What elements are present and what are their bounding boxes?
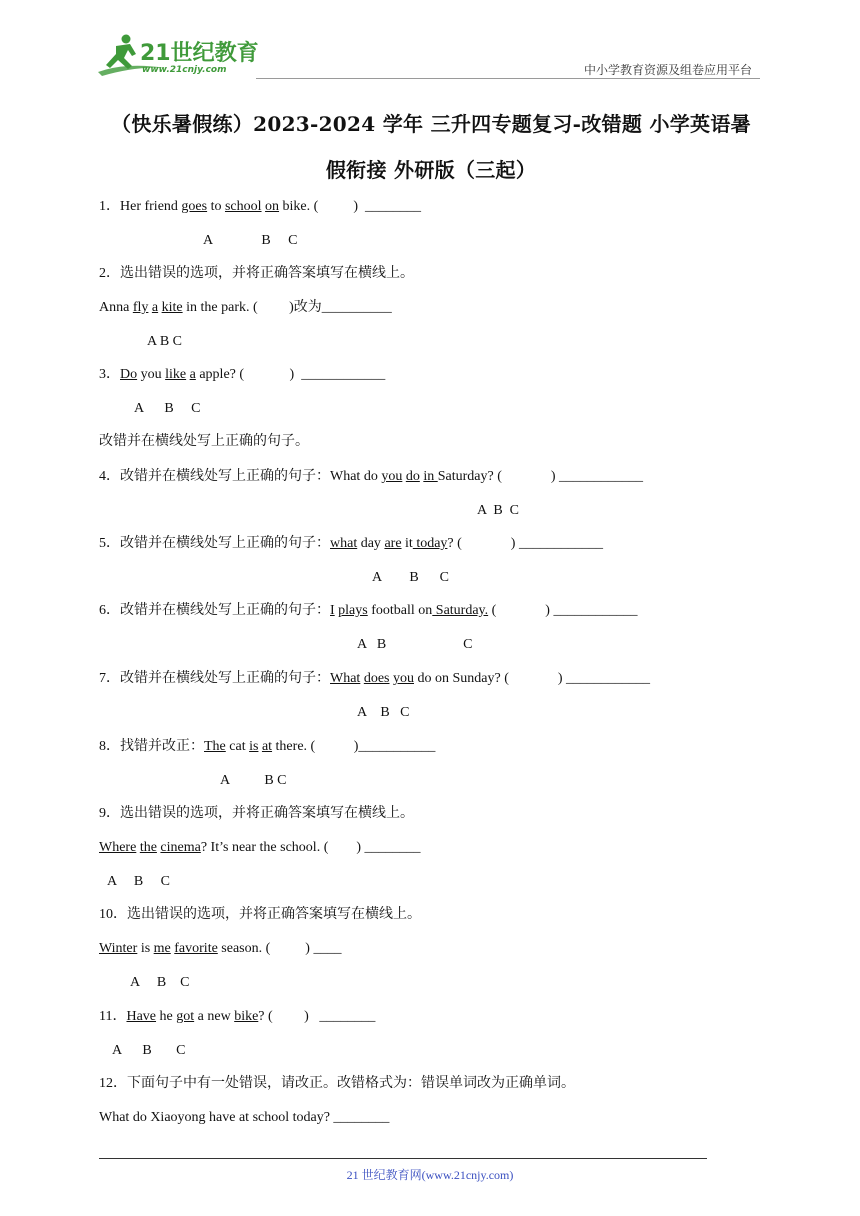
question-text: bike. ( ) ________ (279, 199, 421, 214)
question-text: 改错并在横线处写上正确的句子。 (99, 434, 309, 449)
option-labels-q1: A B C (203, 233, 298, 248)
underlined-word: you (381, 469, 403, 484)
footer-divider (99, 1158, 707, 1159)
question-line-q12-instr (99, 1075, 575, 1093)
question-text: ( ) ____________ (488, 603, 638, 618)
question-text: do on Sunday? ( ) ____________ (414, 671, 651, 686)
question-text: 4．改错并在横线处写上正确的句子：What do (99, 469, 382, 484)
underlined-word: Saturday. (432, 603, 489, 618)
underlined-word: cinema (160, 840, 201, 855)
question-text: it (401, 536, 413, 551)
underlined-word: Have (126, 1009, 157, 1024)
logo-url: www.21cnjy.com (142, 65, 227, 75)
underlined-word: kite (161, 300, 183, 315)
question-text: in the park. ( )改为__________ (182, 300, 392, 315)
underlined-word: school (224, 199, 262, 214)
question-text: there. ( )___________ (272, 739, 436, 754)
option-labels-q6: A B C (357, 637, 473, 652)
question-text: is (137, 941, 154, 956)
logo-text: 21世纪教育 (140, 41, 259, 66)
question-text: 3． (99, 367, 120, 382)
option-labels-q3: A B C (134, 401, 201, 416)
question-line-q4 (99, 468, 643, 486)
underlined-word: plays (338, 603, 368, 618)
option-labels-q11: A B C (112, 1043, 186, 1058)
underlined-word: at (261, 739, 273, 754)
question-line-q2 (99, 299, 392, 317)
question-text: to (207, 199, 225, 214)
question-text: 5．改错并在横线处写上正确的句子： (99, 536, 330, 551)
underlined-word: you (393, 671, 414, 686)
underlined-word: in (423, 469, 438, 484)
option-labels-q4: A B C (477, 503, 520, 518)
question-text: ? It’s near the school. ( ) ________ (200, 840, 421, 855)
question-line-q10 (99, 940, 341, 958)
question-text: 8．找错并改正： (99, 739, 204, 754)
question-text: 7．改错并在横线处写上正确的句子： (99, 671, 330, 686)
question-line-q10-instr (99, 906, 421, 924)
underlined-word: fly (132, 300, 149, 315)
underlined-word: does (363, 671, 390, 686)
underlined-word: What (330, 671, 361, 686)
underlined-word: like (165, 367, 187, 382)
question-text: 10．选出错误的选项，并将正确答案填写在横线上。 (99, 907, 421, 922)
question-text: football on (367, 603, 433, 618)
question-text: you (137, 367, 166, 382)
option-labels-q7: A B C (357, 705, 410, 720)
underlined-word: The (204, 739, 226, 754)
underlined-word: a (189, 367, 196, 382)
underlined-word: me (153, 941, 171, 956)
question-text: day (357, 536, 385, 551)
question-text: apple? ( ) ____________ (195, 367, 386, 382)
question-text: 11． (99, 1009, 127, 1024)
question-text: ? ( ) ____________ (447, 536, 603, 551)
logo (96, 32, 266, 76)
underlined-word: on (265, 199, 280, 214)
question-line-q7 (99, 670, 650, 688)
question-line-q12 (99, 1109, 389, 1127)
question-line-q3 (99, 366, 385, 384)
underlined-word: Where (99, 840, 137, 855)
question-text: 2．选出错误的选项，并将正确答案填写在横线上。 (99, 266, 414, 281)
option-labels-q8: A B C (220, 773, 287, 788)
question-text: 9．选出错误的选项，并将正确答案填写在横线上。 (99, 806, 414, 821)
question-line-q1 (99, 198, 421, 216)
question-line-q8 (99, 738, 435, 756)
question-text: Anna (99, 300, 133, 315)
question-text: 1．Her friend (99, 199, 182, 214)
document-title-line-1: （快乐暑假练）2023-2024 学年 三升四专题复习-改错题 小学英语暑 (111, 112, 751, 136)
underlined-word: goes (181, 199, 208, 214)
underlined-word: are (384, 536, 402, 551)
underlined-word: got (176, 1009, 195, 1024)
option-labels-q5: A B C (372, 570, 450, 585)
underlined-word: Do (120, 367, 138, 382)
underlined-word: a (151, 300, 159, 315)
underlined-word: favorite (174, 941, 218, 956)
underlined-word: bike (234, 1009, 259, 1024)
question-text: 12．下面句子中有一处错误，请改正。改错格式为：错误单词改为正确单词。 (99, 1076, 575, 1091)
underlined-word: today (412, 536, 448, 551)
question-line-q6 (99, 602, 637, 620)
question-text: Saturday? ( ) ____________ (437, 469, 644, 484)
header-divider (256, 78, 760, 79)
question-line-q9 (99, 839, 421, 857)
question-text: What do Xiaoyong have at school today? ________ (99, 1110, 390, 1125)
question-line-q5 (99, 535, 603, 553)
page-header (96, 32, 760, 80)
question-text: ? ( ) ________ (258, 1009, 376, 1024)
option-labels-q10: A B C (130, 975, 190, 990)
underlined-word: I (330, 603, 335, 618)
question-text: 6．改错并在横线处写上正确的句子： (99, 603, 330, 618)
question-text: season. ( ) ____ (217, 941, 342, 956)
footer-text: 21 世纪教育网(www.21cnjy.com) (346, 1168, 514, 1182)
underlined-word: the (139, 840, 157, 855)
underlined-word: what (330, 536, 358, 551)
question-text: cat (225, 739, 250, 754)
question-text: a new (194, 1009, 235, 1024)
platform-name: 中小学教育资源及组卷应用平台 (583, 63, 752, 77)
question-line-q9-instr (99, 805, 414, 823)
question-line-q11 (99, 1008, 375, 1026)
option-labels-q2: A B C (147, 334, 183, 349)
question-line-q3-note (99, 433, 309, 451)
question-text: he (156, 1009, 177, 1024)
question-line-q2-instr (99, 265, 414, 283)
underlined-word: do (405, 469, 420, 484)
document-title-line-2: 假衔接 外研版（三起） (325, 158, 537, 182)
underlined-word: Winter (99, 941, 138, 956)
underlined-word: is (249, 739, 259, 754)
option-labels-q9: A B C (107, 874, 171, 889)
